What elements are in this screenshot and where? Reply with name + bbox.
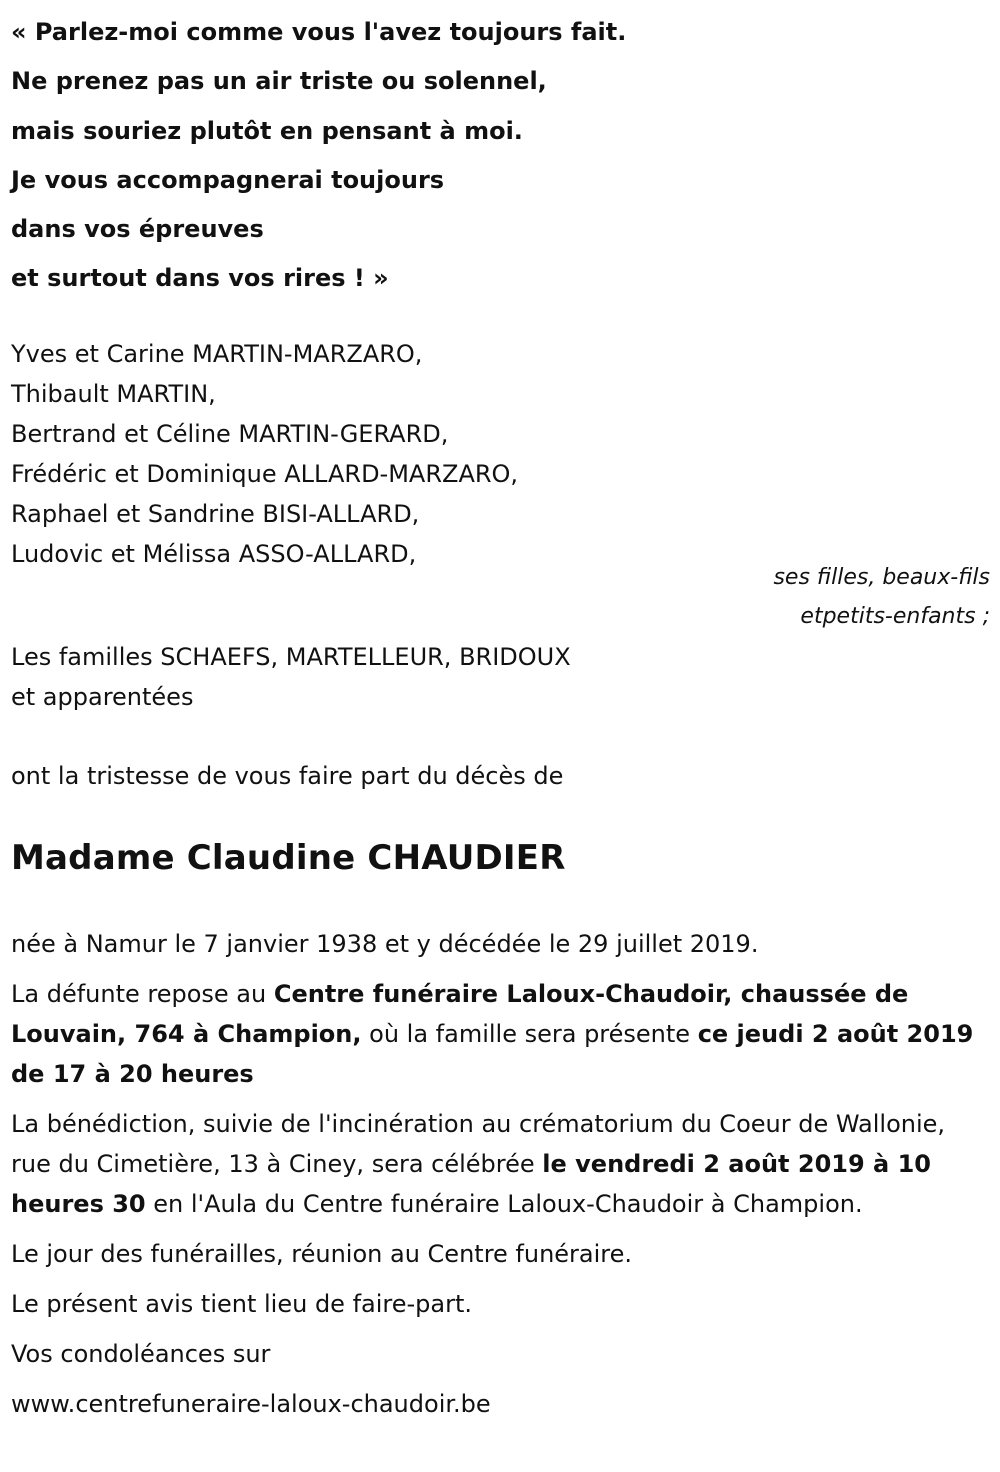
family-list (11, 334, 731, 574)
relation-line: ses filles, beaux-fils (773, 565, 990, 590)
other-families-line: et apparentées (11, 683, 194, 711)
family-member: Yves et Carine MARTIN-MARZARO, (11, 340, 423, 368)
ceremony-text: La bénédiction, suivie de l'incinération au crématorium du Coeur de Wallonie, rue du Cimetière, 13 à Ciney, sera célébrée (11, 1110, 946, 1178)
poem-line: dans vos épreuves (11, 215, 264, 244)
repose-paragraph (11, 974, 976, 1094)
poem-line: et surtout dans vos rires ! » (11, 264, 389, 293)
family-member: Bertrand et Céline MARTIN-GERARD, (11, 420, 449, 448)
poem-line: Ne prenez pas un air triste ou solennel, (11, 67, 547, 96)
poem-line: « Parlez-moi comme vous l'avez toujours fait. (11, 18, 627, 46)
ceremony-paragraph (11, 1104, 976, 1224)
reunion-line: Le jour des funérailles, réunion au Centre funéraire. (11, 1240, 633, 1268)
family-member: Thibault MARTIN, (11, 380, 216, 408)
other-families-line: Les familles SCHAEFS, MARTELLEUR, BRIDOUX (11, 643, 571, 671)
other-families (11, 637, 731, 717)
ceremony-time: le vendredi 2 août 2019 à 10 heures 30 (11, 1150, 931, 1218)
poem-line: Je vous accompagnerai toujours (11, 165, 445, 194)
relation-line: etpetits-enfants ; (800, 604, 990, 629)
condolences-label: Vos condoléances sur (11, 1340, 271, 1368)
family-member: Frédéric et Dominique ALLARD-MARZARO, (11, 460, 519, 488)
announcement: ont la tristesse de vous faire part du décès de (11, 762, 564, 790)
ceremony-text: en l'Aula du Centre funéraire Laloux-Chaudoir à Champion. (145, 1190, 863, 1218)
poem-line: mais souriez plutôt en pensant à moi. (11, 116, 523, 145)
deceased-name: Madame Claudine CHAUDIER (11, 838, 566, 878)
condolences-url: www.centrefuneraire-laloux-chaudoir.be (11, 1390, 491, 1418)
notice-line: Le présent avis tient lieu de faire-part. (11, 1290, 473, 1318)
relation-note (773, 558, 990, 636)
birth-death-line: née à Namur le 7 janvier 1938 et y décédée le 29 juillet 2019. (11, 930, 759, 958)
family-member: Raphael et Sandrine BISI-ALLARD, (11, 500, 420, 528)
repose-text: où la famille sera présente (361, 1020, 698, 1048)
repose-location: Centre funéraire Laloux-Chaudoir, chaussée de Louvain, 764 à Champion, (11, 980, 909, 1048)
repose-time: ce jeudi 2 août 2019 de 17 à 20 heures (11, 1020, 974, 1088)
details (11, 924, 976, 1434)
poem (11, 8, 911, 304)
family-member: Ludovic et Mélissa ASSO-ALLARD, (11, 540, 417, 568)
repose-text: La défunte repose au (11, 980, 274, 1008)
